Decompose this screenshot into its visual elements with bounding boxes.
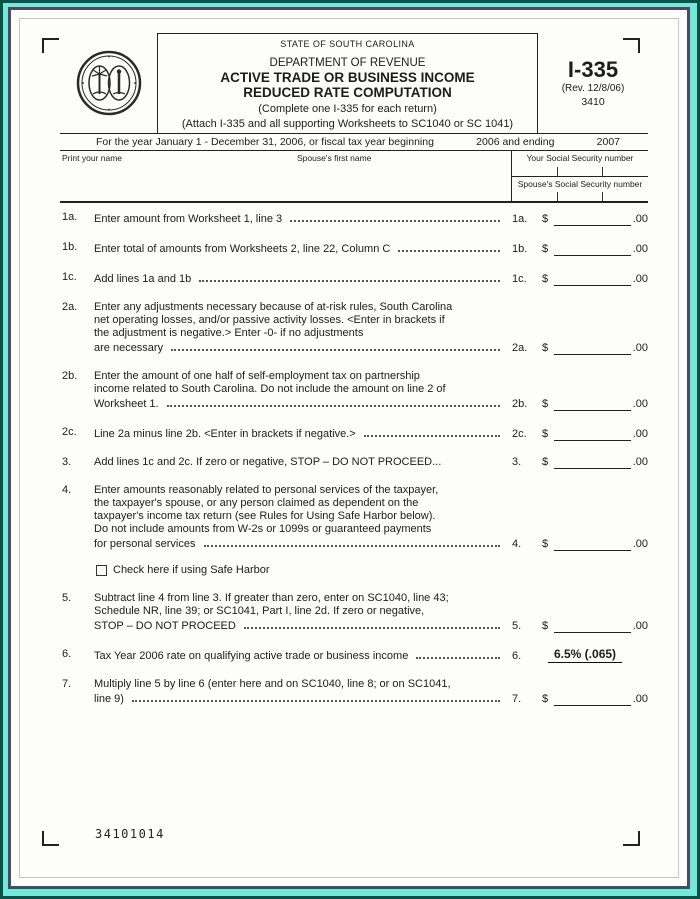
cents-suffix: .00 (632, 213, 648, 225)
dollar-sign: $ (542, 693, 549, 705)
registration-mark-bottom-left-icon (42, 831, 59, 846)
form-body (60, 33, 648, 721)
amount-line-ref: 1c. (512, 273, 527, 285)
form-revision: (Rev. 12/8/06) (561, 83, 625, 94)
ssn-separator-ticks-icon (512, 192, 648, 201)
dollar-sign: $ (542, 342, 549, 354)
line-text-block (94, 678, 508, 706)
form-line (60, 648, 648, 663)
tax-year-middle: 2006 and ending (476, 136, 555, 148)
line-text: the taxpayer's spouse, or any person claimed as dependent on the (94, 497, 419, 509)
amount-line-ref: 5. (512, 620, 522, 632)
amount-blank-field[interactable] (554, 428, 631, 441)
form-line (60, 456, 648, 469)
amount-blank-field[interactable] (554, 342, 631, 355)
amount-cell (508, 538, 648, 551)
line-text: net operating losses, and/or passive activity losses. <Enter in brackets if (94, 314, 445, 326)
dotted-leader-icon (171, 340, 500, 351)
dollar-sign: $ (542, 428, 549, 440)
state-line: STATE OF SOUTH CAROLINA (280, 39, 415, 49)
scan-area (19, 18, 679, 878)
line-number: 4. (62, 484, 72, 496)
dotted-leader-icon (398, 241, 500, 252)
dotted-leader-icon (416, 648, 500, 659)
line-text: Tax Year 2006 rate on qualifying active trade or business income (94, 650, 409, 662)
line-text: STOP – DO NOT PROCEED (94, 620, 236, 632)
line-number: 3. (62, 456, 72, 468)
dotted-leader-icon (167, 396, 500, 407)
seal-zone (60, 33, 157, 133)
line-number: 2c. (62, 426, 77, 438)
line-number: 2b. (62, 370, 78, 382)
line-text-block (94, 592, 508, 633)
line-text: Enter amount from Worksheet 1, line 3 (94, 213, 283, 225)
amount-cell (508, 428, 648, 441)
form-barcode-number: 34101014 (95, 827, 165, 841)
line-text-block (94, 271, 508, 286)
amount-cell (508, 693, 648, 706)
name-ssn-row (60, 151, 648, 203)
line-text-block (94, 426, 508, 441)
form-id: I-335 (567, 57, 619, 82)
line-text-block (94, 241, 508, 256)
department-line: DEPARTMENT OF REVENUE (269, 57, 426, 69)
dotted-leader-icon (290, 211, 500, 222)
dotted-leader-icon (132, 691, 500, 702)
line-text: income related to South Carolina. Do not include the amount on line 2 of (94, 383, 446, 395)
cents-suffix: .00 (632, 342, 648, 354)
line-text-block (94, 456, 508, 469)
line-text: Enter any adjustments necessary because of at-risk rules, South Carolina (94, 301, 453, 313)
form-line (60, 271, 648, 286)
dollar-sign: $ (542, 456, 549, 468)
line-text-block (94, 484, 508, 551)
line-text: Enter the amount of one half of self-employment tax on partnership (94, 370, 420, 382)
amount-line-ref: 2a. (512, 342, 528, 354)
dollar-sign: $ (542, 243, 549, 255)
form-lines (60, 211, 648, 706)
line-number: 1b. (62, 241, 78, 253)
cents-suffix: .00 (632, 428, 648, 440)
cents-suffix: .00 (632, 538, 648, 550)
safe-harbor-checkbox[interactable] (96, 565, 107, 576)
rate-value: 6.5% (.065) (548, 648, 622, 663)
form-subtitle-1: (Complete one I-335 for each return) (258, 103, 437, 115)
form-line (60, 370, 648, 411)
amount-cell (508, 648, 648, 663)
line-number: 1c. (62, 271, 77, 283)
form-line (60, 241, 648, 256)
line-text-block (94, 301, 508, 355)
line-last-row (94, 340, 508, 355)
line-number: 1a. (62, 211, 78, 223)
line-text: Enter total of amounts from Worksheets 2, line 22, Column C (94, 243, 391, 255)
amount-blank-field[interactable] (554, 398, 631, 411)
print-name-field[interactable] (60, 151, 297, 201)
cents-suffix: .00 (632, 398, 648, 410)
line-text: the adjustment is negative.> Enter -0- if no adjustments (94, 327, 364, 339)
cents-suffix: .00 (632, 273, 648, 285)
amount-blank-field[interactable] (554, 273, 631, 286)
form-line (60, 592, 648, 633)
title-block (157, 33, 538, 133)
dollar-sign: $ (542, 213, 549, 225)
line-last-row (94, 536, 508, 551)
amount-line-ref: 7. (512, 693, 522, 705)
form-sheet (8, 7, 690, 889)
amount-cell (508, 620, 648, 633)
form-id-block (538, 33, 648, 133)
form-number: 3410 (581, 96, 605, 108)
amount-line-ref: 4. (512, 538, 522, 550)
line-last-row (94, 241, 508, 256)
line-text-block (94, 648, 508, 663)
line-text: Add lines 1a and 1b (94, 273, 192, 285)
line-text: line 9) (94, 693, 124, 705)
amount-cell (508, 243, 648, 256)
line-last-row (94, 618, 508, 633)
cents-suffix: .00 (632, 456, 648, 468)
south-carolina-seal-icon (76, 50, 142, 116)
line-text-block (94, 211, 508, 226)
spouse-ssn-label: Spouse's Social Security number (517, 178, 643, 189)
safe-harbor-row (96, 564, 648, 577)
amount-cell (508, 398, 648, 411)
amount-line-ref: 3. (512, 456, 522, 468)
line-text-block (94, 370, 508, 411)
form-line (60, 426, 648, 441)
amount-blank-field[interactable] (554, 693, 631, 706)
amount-line-ref: 1a. (512, 213, 528, 225)
line-text: for personal services (94, 538, 196, 550)
amount-blank-field[interactable] (554, 620, 631, 633)
line-text: taxpayer's income tax return (see Rules for Using Safe Harbor below). (94, 510, 436, 522)
dotted-leader-icon (364, 426, 500, 437)
amount-cell (508, 342, 648, 355)
line-text: Subtract line 4 from line 3. If greater than zero, enter on SC1040, line 43; (94, 592, 449, 604)
line-text: Enter amounts reasonably related to personal services of the taxpayer, (94, 484, 439, 496)
dollar-sign: $ (542, 620, 549, 632)
amount-blank-field[interactable] (554, 538, 631, 551)
line-text: Schedule NR, line 39; or SC1041, Part I, line 2d. If zero or negative, (94, 605, 425, 617)
ssn-box (511, 151, 648, 201)
tax-year-end: 2007 (596, 136, 621, 148)
line-text: Do not include amounts from W-2s or 1099s or guaranteed payments (94, 523, 432, 535)
line-last-row (94, 648, 508, 663)
line-text: Add lines 1c and 2c. If zero or negative, STOP – DO NOT PROCEED... (94, 456, 442, 468)
amount-line-ref: 1b. (512, 243, 528, 255)
form-line (60, 484, 648, 551)
ssn-separator-ticks-icon (512, 167, 648, 176)
form-header (60, 33, 648, 133)
your-ssn-field[interactable] (512, 151, 648, 177)
dotted-leader-icon (244, 618, 500, 629)
line-text: Line 2a minus line 2b. <Enter in brackets if negative.> (94, 428, 356, 440)
line-number: 6. (62, 648, 72, 660)
amount-blank-field[interactable] (554, 243, 631, 256)
spouse-name-field[interactable] (297, 151, 511, 201)
line-number: 2a. (62, 301, 78, 313)
amount-line-ref: 2b. (512, 398, 528, 410)
form-title-line2: REDUCED RATE COMPUTATION (243, 85, 452, 100)
line-text: Multiply line 5 by line 6 (enter here and on SC1040, line 8; or on SC1041, (94, 678, 451, 690)
tax-year-row (60, 133, 648, 151)
line-last-row (94, 456, 508, 469)
print-name-label: Print your name (62, 153, 122, 163)
spouse-ssn-field[interactable] (512, 177, 648, 202)
line-last-row (94, 211, 508, 226)
dollar-sign: $ (542, 273, 549, 285)
dotted-leader-icon (199, 271, 500, 282)
form-subtitle-2: (Attach I-335 and all supporting Worksheets to SC1040 or SC 1041) (181, 118, 514, 130)
amount-cell (508, 213, 648, 226)
amount-line-ref: 6. (512, 650, 522, 662)
dollar-sign: $ (542, 538, 549, 550)
line-text: Worksheet 1. (94, 398, 159, 410)
line-last-row (94, 271, 508, 286)
tax-year-label: For the year January 1 - December 31, 2006, or fiscal tax year beginning (96, 136, 434, 148)
amount-line-ref: 2c. (512, 428, 527, 440)
amount-cell (508, 273, 648, 286)
line-text: are necessary (94, 342, 164, 354)
dotted-leader-icon (204, 536, 501, 547)
amount-cell (508, 456, 648, 469)
cents-suffix: .00 (632, 620, 648, 632)
line-number: 7. (62, 678, 72, 690)
dollar-sign: $ (542, 398, 549, 410)
form-line (60, 211, 648, 226)
your-ssn-label: Your Social Security number (526, 153, 634, 163)
amount-blank-field[interactable] (554, 456, 631, 469)
line-last-row (94, 426, 508, 441)
amount-blank-field[interactable] (554, 213, 631, 226)
spouse-name-label: Spouse's first name (297, 153, 372, 163)
registration-mark-top-left-icon (42, 38, 59, 53)
line-last-row (94, 691, 508, 706)
line-number: 5. (62, 592, 72, 604)
safe-harbor-label: Check here if using Safe Harbor (113, 564, 270, 576)
line-last-row (94, 396, 508, 411)
registration-mark-bottom-right-icon (623, 831, 640, 846)
cents-suffix: .00 (632, 243, 648, 255)
form-line (60, 678, 648, 706)
cents-suffix: .00 (632, 693, 648, 705)
form-line (60, 301, 648, 355)
form-title-line1: ACTIVE TRADE OR BUSINESS INCOME (220, 70, 475, 85)
